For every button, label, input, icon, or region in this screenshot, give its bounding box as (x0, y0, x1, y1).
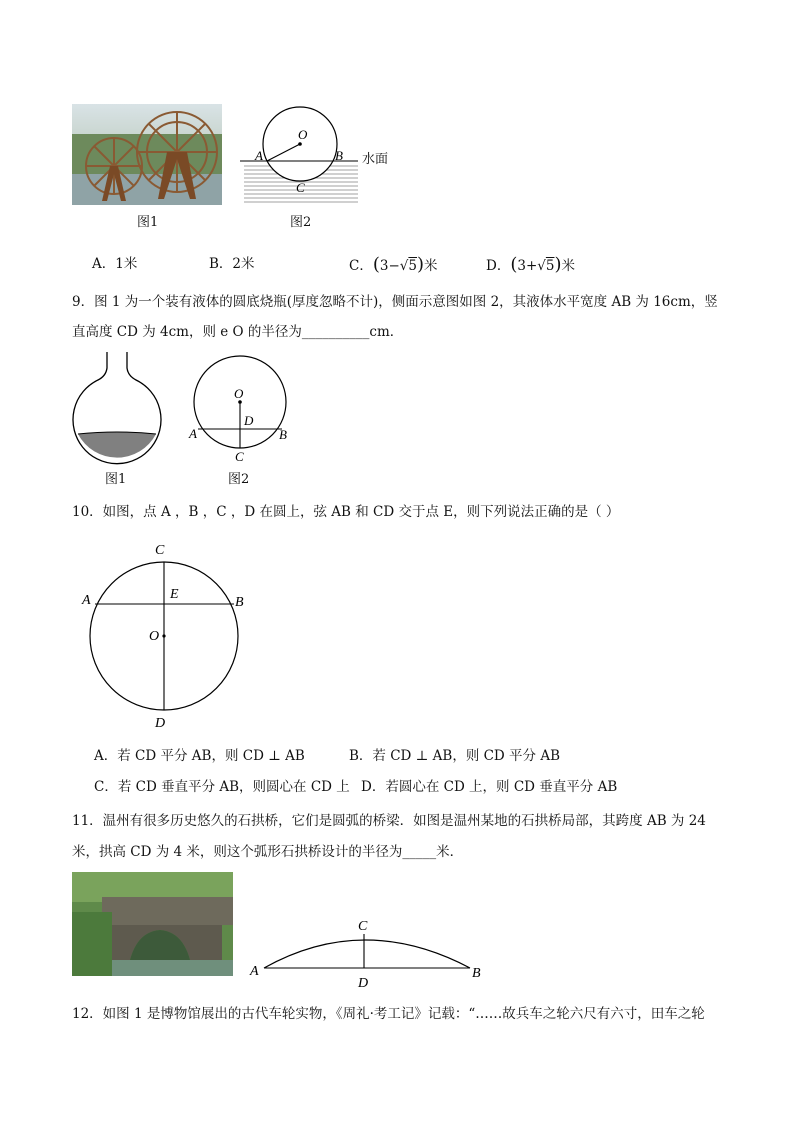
waterwheel-photo (72, 104, 222, 205)
q10-circle-diagram (78, 540, 258, 732)
q10-label-C: C (155, 543, 165, 558)
q10-option-a[interactable]: A．若 CD 平分 AB，则 CD ⊥ AB (94, 748, 305, 764)
q8-label-B: B (335, 148, 343, 163)
q11-label-A: A (250, 964, 259, 979)
q8-fig1-caption: 图1 (137, 215, 159, 230)
q11-arch-diagram (248, 912, 498, 994)
q8-option-a[interactable]: A．1米 (92, 256, 138, 272)
q11-label-B: B (472, 966, 481, 981)
q9-label-D: D (244, 413, 254, 428)
q8-label-A: A (255, 148, 263, 163)
q9-fig1-caption: 图1 (105, 472, 127, 487)
sqrt-sign: √ (537, 258, 546, 274)
q8-option-d[interactable]: D．(3+√5)米 (486, 254, 575, 275)
q10-label-A: A (82, 593, 91, 608)
flask-figure (70, 352, 165, 470)
q9-fig2-diagram (188, 352, 298, 464)
q9-label-O: O (234, 386, 244, 401)
q8-option-b[interactable]: B．2米 (209, 256, 255, 272)
q11-label-D: D (358, 976, 369, 991)
sqrt-sign: √ (399, 258, 409, 274)
q9-label-A: A (189, 426, 197, 441)
q9-line1: 9．图 1 为一个装有液体的圆底烧瓶(厚度忽略不计)，侧面示意图如图 2，其液体水平宽度 AB 为 16cm，竖 (72, 294, 718, 310)
q10-option-c[interactable]: C．若 CD 垂直平分 AB，则圆心在 CD 上 (94, 779, 350, 795)
q12-line1: 12．如图 1 是博物馆展出的古代车轮实物，《周礼·考工记》记载：“……故兵车之轮六尺有六寸，田车之轮 (72, 1006, 705, 1022)
q10-option-d[interactable]: D．若圆心在 CD 上，则 CD 垂直平分 AB (361, 779, 618, 795)
q10-label-O: O (149, 629, 160, 644)
q8-label-O: O (298, 127, 308, 142)
q8-fig2-caption: 图2 (290, 215, 312, 230)
q9-label-C: C (235, 449, 244, 464)
q10-label-E: E (170, 587, 179, 602)
q11-line2: 米，拱高 CD 为 4 米，则这个弧形石拱桥设计的半径为_____米． (72, 844, 464, 860)
q8-label-C: C (296, 180, 305, 195)
q9-label-B: B (279, 427, 287, 442)
q10-label-B: B (235, 595, 244, 610)
q11-label-C: C (358, 919, 368, 934)
q9-fig2-caption: 图2 (228, 472, 250, 487)
q8-water-label: 水面 (362, 152, 389, 167)
q10-label-D: D (155, 716, 166, 731)
q8-option-c[interactable]: C．(3−√5)米 (349, 254, 438, 275)
q10-stem: 10．如图，点 A ，B ，C ，D 在圆上，弦 AB 和 CD 交于点 E，则下列说法正确的是（ ） (72, 504, 620, 520)
q11-line1: 11．温州有很多历史悠久的石拱桥，它们是圆弧的桥梁．如图是温州某地的石拱桥局部，其跨度 AB 为 24 (72, 813, 706, 829)
q9-line2: 直高度 CD 为 4cm，则 e O 的半径为__________cm． (72, 324, 404, 340)
stone-bridge-photo (72, 872, 233, 976)
q10-option-b[interactable]: B．若 CD ⊥ AB，则 CD 平分 AB (349, 748, 561, 764)
